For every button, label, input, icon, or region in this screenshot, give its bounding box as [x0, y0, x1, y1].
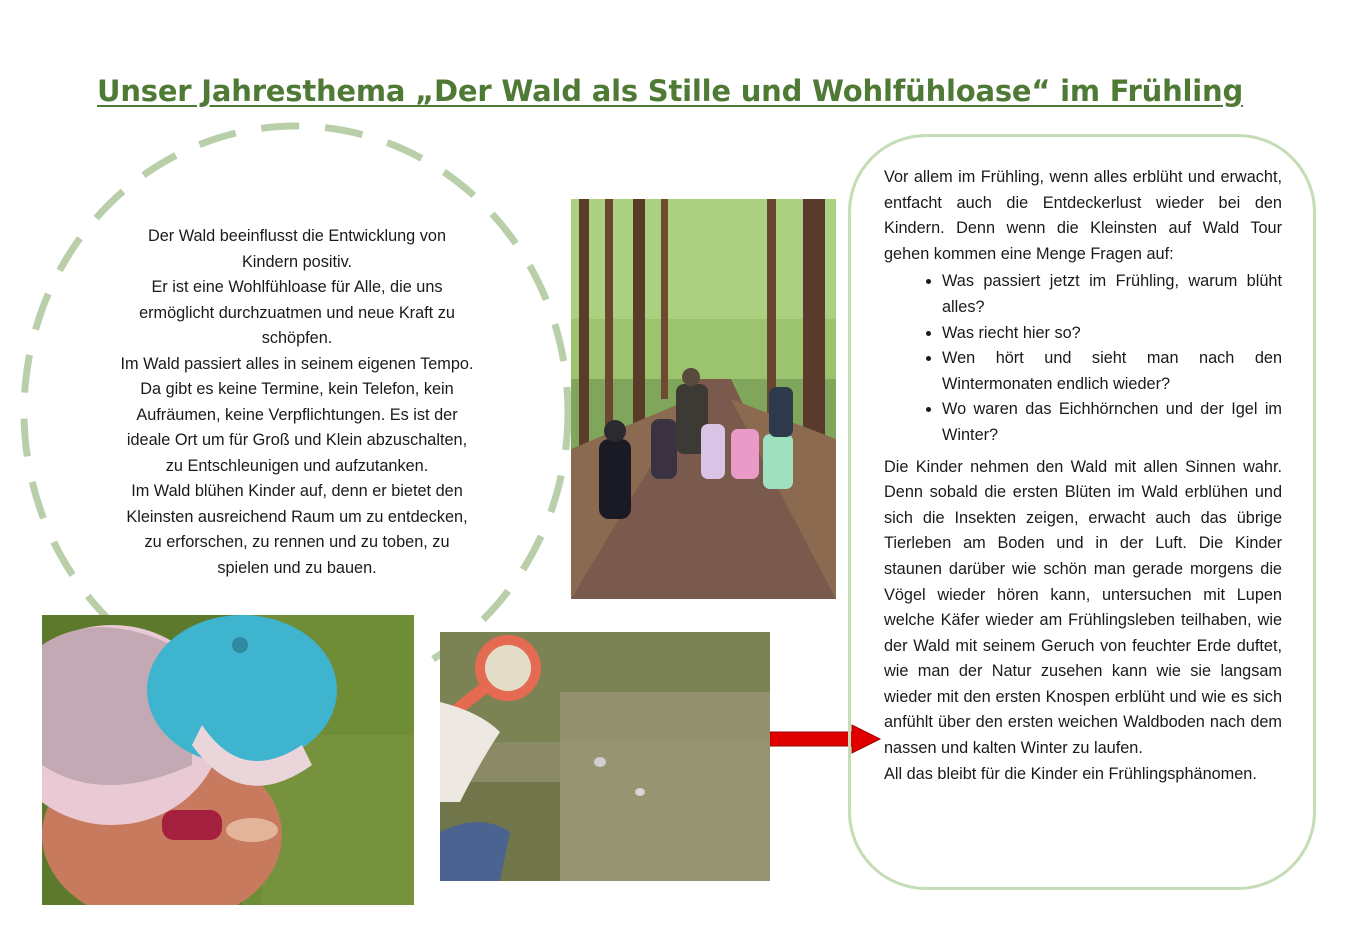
question-item: • Was riecht hier so? — [942, 321, 1282, 347]
children-caps-photo — [42, 615, 414, 905]
closing-paragraph: All das bleibt für die Kinder ein Frühlingsphänomen. — [884, 764, 1257, 783]
question-item: • Wen hört und sieht man nach den Wintermonaten endlich wieder? — [942, 346, 1282, 397]
question-item: • Was passiert jetzt im Frühling, warum blüht alles? — [942, 269, 1282, 320]
magnifier-ground-photo — [440, 632, 770, 881]
senses-paragraph: Die Kinder nehmen den Wald mit allen Sinnen wahr. Denn sobald die ersten Blüten im Wald erblühen und sich die Insekten zeigen, erwacht auch das übrige Tierleben am Boden und in der Luft. Die Kinder staunen darüber wie schön man gerade morgens die Vögel wieder hören kann, untersuchen mit Lupen welche Käfer wieder am Frühlingsleben teilhaben, wie der Wald mit seinem Geruch von feuchter Erde duftet, wie man der Natur zusehen kann wie sie langsam wieder mit den ersten Knospen erblüht und wie es sich anfühlt über den ersten weichen Waldboden nach dem nassen und kalten Winter zu laufen. — [884, 457, 1282, 758]
intro-paragraph: Vor allem im Frühling, wenn alles erblüht und erwacht, entfacht auch die Entdeckerlust wieder bei den Kindern. Denn wenn die Kleinsten auf Wald Tour gehen kommen eine Menge Fragen auf: — [884, 168, 1282, 263]
circle-paragraph-2: Er ist eine Wohlfühloase für Alle, die uns ermöglicht durchzuatmen und neue Kraft zu schöpfen. — [139, 278, 455, 347]
page-title: Unser Jahresthema „Der Wald als Stille und Wohlfühloase“ im Frühling — [96, 74, 1244, 108]
circle-paragraph-3: Im Wald passiert alles in seinem eigenen Tempo. Da gibt es keine Termine, kein Telefon, kein Aufräumen, keine Verpflichtungen. Es ist der ideale Ort um für Groß und Klein abzuschalten, zu Entschleunigen und aufzutanken. — [120, 354, 474, 475]
circle-paragraph-4: Im Wald blühen Kinder auf, denn er bietet den Kleinsten ausreichend Raum um zu entdecken, zu erforschen, zu rennen und zu toben, zu spielen und zu bauen. — [126, 482, 468, 577]
circle-text-block — [118, 224, 476, 581]
question-item: • Wo waren das Eichhörnchen und der Igel im Winter? — [942, 397, 1282, 448]
circle-paragraph-1: Der Wald beeinflusst die Entwicklung von Kindern positiv. — [147, 227, 447, 271]
questions-list — [884, 269, 1282, 448]
forest-path-photo — [571, 199, 836, 599]
right-text-block — [884, 165, 1282, 787]
